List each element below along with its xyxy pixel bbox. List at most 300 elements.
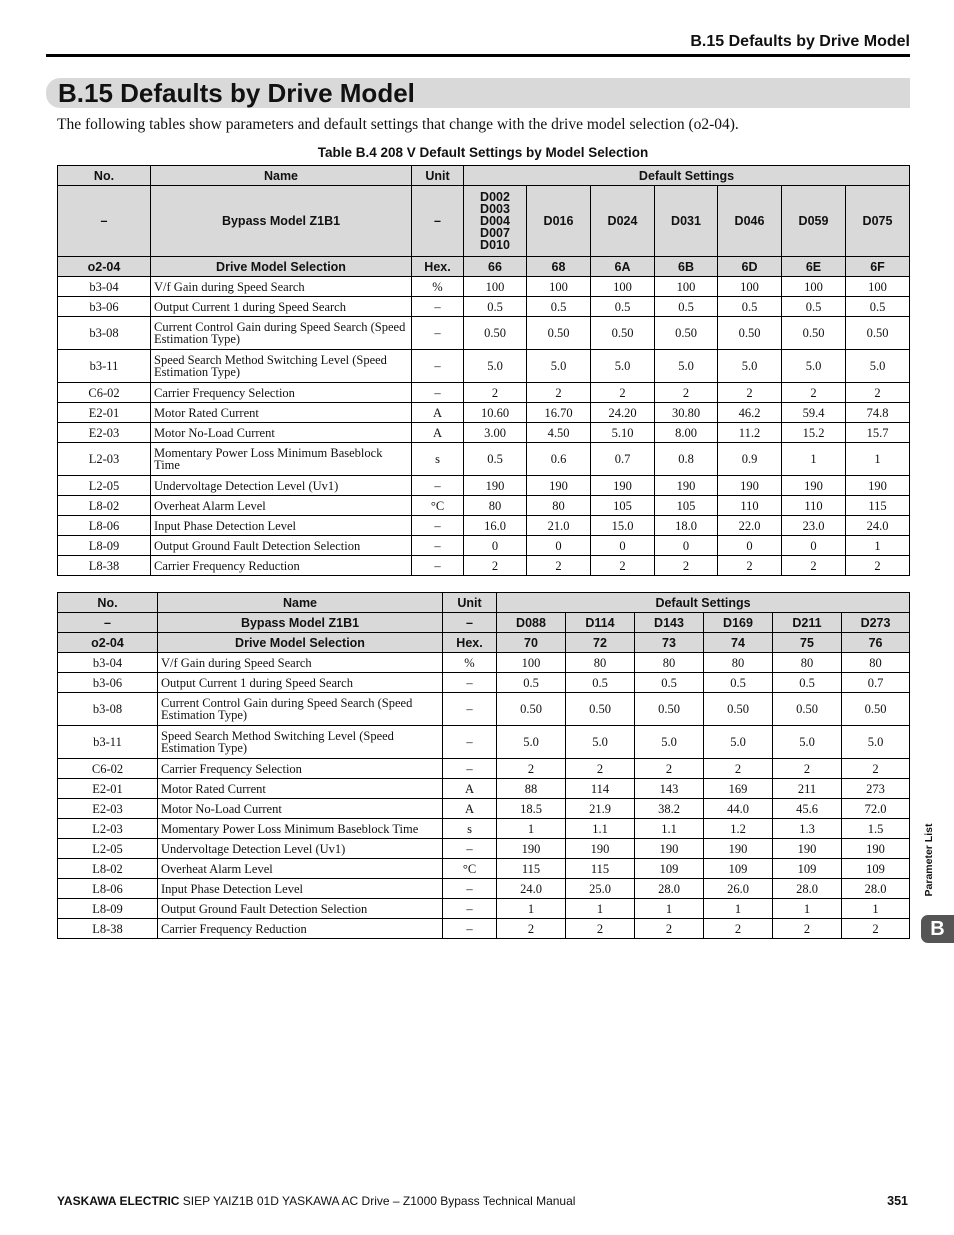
default-value: 0.5	[846, 297, 910, 317]
default-value: 5.0	[527, 350, 591, 383]
intro-paragraph: The following tables show parameters and default settings that change with the drive model selection (o2-04).	[57, 116, 739, 133]
parameter-row	[58, 383, 910, 403]
default-value: 1	[704, 899, 773, 919]
parameter-unit: –	[443, 839, 497, 859]
model-hex-code: 6B	[655, 257, 718, 277]
default-value: 30.80	[655, 403, 718, 423]
default-value: 190	[591, 476, 655, 496]
model-row-name: Bypass Model Z1B1	[151, 186, 412, 257]
default-value: 0.50	[773, 693, 842, 726]
defaults-table-1	[57, 165, 910, 576]
default-value: 0.50	[464, 317, 527, 350]
default-value: 11.2	[718, 423, 782, 443]
default-value: 2	[704, 759, 773, 779]
parameter-row	[58, 799, 910, 819]
default-value: 2	[718, 383, 782, 403]
model-hex-code: 6D	[718, 257, 782, 277]
parameter-unit: s	[443, 819, 497, 839]
default-value: 0.50	[497, 693, 566, 726]
parameter-unit: –	[412, 516, 464, 536]
default-value: 2	[635, 759, 704, 779]
parameter-unit: –	[443, 919, 497, 939]
default-value: 74.8	[846, 403, 910, 423]
default-value: 80	[527, 496, 591, 516]
o2-04-no: o2-04	[58, 633, 158, 653]
default-value: 2	[842, 919, 910, 939]
default-value: 115	[846, 496, 910, 516]
parameter-name: Overheat Alarm Level	[158, 859, 443, 879]
default-value: 5.0	[842, 726, 910, 759]
model-code: D016	[527, 186, 591, 257]
parameter-name: Carrier Frequency Reduction	[151, 556, 412, 576]
model-code: D024	[591, 186, 655, 257]
default-value: 1	[635, 899, 704, 919]
default-value: 2	[591, 556, 655, 576]
default-value: 1	[497, 899, 566, 919]
default-value: 2	[566, 759, 635, 779]
default-value: 5.10	[591, 423, 655, 443]
footer-doc-title: SIEP YAIZ1B 01D YASKAWA AC Drive – Z1000 Bypass Technical Manual	[179, 1194, 576, 1208]
default-value: 190	[846, 476, 910, 496]
default-value: 44.0	[704, 799, 773, 819]
parameter-name: Input Phase Detection Level	[158, 879, 443, 899]
default-value: 21.0	[527, 516, 591, 536]
default-value: 0	[718, 536, 782, 556]
default-value: 211	[773, 779, 842, 799]
default-value: 0.50	[655, 317, 718, 350]
parameter-name: Current Control Gain during Speed Search (Speed Estimation Type)	[151, 317, 412, 350]
parameter-number: C6-02	[58, 383, 151, 403]
parameter-name: Motor No-Load Current	[158, 799, 443, 819]
parameter-unit: –	[443, 759, 497, 779]
default-value: 1.1	[635, 819, 704, 839]
model-code: D046	[718, 186, 782, 257]
default-value: 109	[635, 859, 704, 879]
default-value: 1	[497, 819, 566, 839]
default-value: 0.5	[704, 673, 773, 693]
default-value: 0.5	[718, 297, 782, 317]
parameter-row	[58, 726, 910, 759]
default-value: 190	[842, 839, 910, 859]
default-value: 109	[773, 859, 842, 879]
default-value: 109	[842, 859, 910, 879]
parameter-number: b3-04	[58, 277, 151, 297]
column-header-row	[58, 593, 910, 613]
default-value: 100	[497, 653, 566, 673]
model-hex-code: 72	[566, 633, 635, 653]
parameter-name: Output Current 1 during Speed Search	[151, 297, 412, 317]
parameter-row	[58, 443, 910, 476]
defaults-table-2	[57, 592, 910, 939]
default-value: 2	[527, 383, 591, 403]
model-code: D002 D003 D004 D007 D010	[464, 186, 527, 257]
default-value: 10.60	[464, 403, 527, 423]
default-value: 0.7	[591, 443, 655, 476]
parameter-number: L8-38	[58, 556, 151, 576]
model-code: D114	[566, 613, 635, 633]
parameter-name: Momentary Power Loss Minimum Baseblock Time	[151, 443, 412, 476]
parameter-row	[58, 693, 910, 726]
default-value: 25.0	[566, 879, 635, 899]
parameter-unit: –	[412, 383, 464, 403]
default-value: 100	[655, 277, 718, 297]
page-number: 351	[887, 1194, 908, 1208]
o2-04-name: Drive Model Selection	[158, 633, 443, 653]
default-value: 0.50	[566, 693, 635, 726]
default-value: 2	[566, 919, 635, 939]
parameter-name: Carrier Frequency Selection	[151, 383, 412, 403]
parameter-unit: A	[412, 423, 464, 443]
parameter-name: Current Control Gain during Speed Search (Speed Estimation Type)	[158, 693, 443, 726]
parameter-name: Carrier Frequency Reduction	[158, 919, 443, 939]
default-value: 0.50	[846, 317, 910, 350]
drive-model-selection-row	[58, 633, 910, 653]
default-value: 0.50	[704, 693, 773, 726]
default-value: 110	[782, 496, 846, 516]
parameter-name: Momentary Power Loss Minimum Baseblock Time	[158, 819, 443, 839]
parameter-name: Undervoltage Detection Level (Uv1)	[151, 476, 412, 496]
default-value: 190	[718, 476, 782, 496]
model-row-unit: –	[443, 613, 497, 633]
default-value: 2	[773, 919, 842, 939]
footer	[57, 1194, 575, 1208]
default-value: 26.0	[704, 879, 773, 899]
o2-04-unit: Hex.	[412, 257, 464, 277]
parameter-number: L8-06	[58, 516, 151, 536]
default-value: 28.0	[635, 879, 704, 899]
model-row-unit: –	[412, 186, 464, 257]
model-row	[58, 613, 910, 633]
default-value: 115	[566, 859, 635, 879]
parameter-unit: –	[443, 673, 497, 693]
parameter-row	[58, 496, 910, 516]
model-code: D273	[842, 613, 910, 633]
parameter-number: L8-38	[58, 919, 158, 939]
default-value: 0	[464, 536, 527, 556]
default-value: 5.0	[773, 726, 842, 759]
parameter-name: Output Ground Fault Detection Selection	[158, 899, 443, 919]
default-value: 0.50	[842, 693, 910, 726]
default-value: 1	[782, 443, 846, 476]
default-value: 273	[842, 779, 910, 799]
parameter-name: Carrier Frequency Selection	[158, 759, 443, 779]
default-value: 15.2	[782, 423, 846, 443]
parameter-name: Output Current 1 during Speed Search	[158, 673, 443, 693]
default-value: 18.0	[655, 516, 718, 536]
default-value: 5.0	[718, 350, 782, 383]
default-value: 190	[635, 839, 704, 859]
default-value: 24.0	[846, 516, 910, 536]
default-value: 0.50	[591, 317, 655, 350]
table-caption: Table B.4 208 V Default Settings by Model Selection	[317, 145, 649, 160]
default-value: 115	[497, 859, 566, 879]
model-hex-code: 6F	[846, 257, 910, 277]
o2-04-name: Drive Model Selection	[151, 257, 412, 277]
default-value: 5.0	[846, 350, 910, 383]
parameter-unit: °C	[412, 496, 464, 516]
default-value: 0.5	[655, 297, 718, 317]
default-value: 2	[846, 383, 910, 403]
parameter-row	[58, 839, 910, 859]
default-value: 1.2	[704, 819, 773, 839]
default-value: 190	[655, 476, 718, 496]
default-value: 0.5	[497, 673, 566, 693]
default-value: 22.0	[718, 516, 782, 536]
parameter-row	[58, 759, 910, 779]
default-value: 100	[782, 277, 846, 297]
default-value: 105	[655, 496, 718, 516]
parameter-number: L8-02	[58, 859, 158, 879]
model-hex-code: 6A	[591, 257, 655, 277]
default-value: 0.5	[464, 297, 527, 317]
default-value: 2	[655, 556, 718, 576]
parameter-row	[58, 899, 910, 919]
parameter-row	[58, 297, 910, 317]
parameter-unit: –	[443, 879, 497, 899]
parameter-name: Overheat Alarm Level	[151, 496, 412, 516]
default-value: 2	[591, 383, 655, 403]
model-hex-code: 75	[773, 633, 842, 653]
model-hex-code: 68	[527, 257, 591, 277]
default-value: 2	[655, 383, 718, 403]
default-value: 28.0	[842, 879, 910, 899]
parameter-row	[58, 403, 910, 423]
header-no: No.	[58, 593, 158, 613]
default-value: 0.5	[527, 297, 591, 317]
default-value: 2	[782, 383, 846, 403]
default-value: 5.0	[635, 726, 704, 759]
parameter-row	[58, 879, 910, 899]
default-value: 0	[782, 536, 846, 556]
default-value: 0.5	[773, 673, 842, 693]
parameter-name: Motor Rated Current	[158, 779, 443, 799]
parameter-number: b3-11	[58, 350, 151, 383]
parameter-row	[58, 277, 910, 297]
parameter-number: b3-08	[58, 693, 158, 726]
default-value: 190	[566, 839, 635, 859]
default-value: 80	[566, 653, 635, 673]
default-value: 0	[527, 536, 591, 556]
parameter-number: b3-08	[58, 317, 151, 350]
default-value: 2	[464, 383, 527, 403]
parameter-name: Motor No-Load Current	[151, 423, 412, 443]
default-value: 100	[591, 277, 655, 297]
parameter-number: L8-02	[58, 496, 151, 516]
header-default-settings: Default Settings	[464, 166, 910, 186]
model-code: D059	[782, 186, 846, 257]
footer-brand: YASKAWA ELECTRIC	[57, 1194, 180, 1208]
parameter-number: b3-06	[58, 673, 158, 693]
model-hex-code: 76	[842, 633, 910, 653]
model-hex-code: 6E	[782, 257, 846, 277]
default-value: 15.7	[846, 423, 910, 443]
default-value: 190	[527, 476, 591, 496]
parameter-number: b3-06	[58, 297, 151, 317]
default-value: 0.50	[527, 317, 591, 350]
default-value: 0.50	[635, 693, 704, 726]
default-value: 4.50	[527, 423, 591, 443]
default-value: 0.50	[782, 317, 846, 350]
parameter-row	[58, 859, 910, 879]
parameter-number: L2-03	[58, 443, 151, 476]
default-value: 2	[846, 556, 910, 576]
default-value: 46.2	[718, 403, 782, 423]
model-code: D143	[635, 613, 704, 633]
parameter-number: b3-04	[58, 653, 158, 673]
parameter-number: E2-01	[58, 779, 158, 799]
drive-model-selection-row	[58, 257, 910, 277]
parameter-name: Output Ground Fault Detection Selection	[151, 536, 412, 556]
header-rule	[46, 54, 910, 57]
parameter-unit: A	[443, 779, 497, 799]
model-code: D169	[704, 613, 773, 633]
default-value: 0.5	[635, 673, 704, 693]
default-value: 0.6	[527, 443, 591, 476]
parameter-name: Speed Search Method Switching Level (Speed Estimation Type)	[151, 350, 412, 383]
header-name: Name	[158, 593, 443, 613]
header-default-settings: Default Settings	[497, 593, 910, 613]
running-header: B.15 Defaults by Drive Model	[690, 33, 910, 50]
parameter-number: E2-03	[58, 423, 151, 443]
side-section-label-text: Parameter List	[923, 823, 935, 897]
parameter-number: E2-03	[58, 799, 158, 819]
parameter-unit: –	[412, 536, 464, 556]
parameter-unit: –	[412, 350, 464, 383]
default-value: 2	[497, 759, 566, 779]
header-name: Name	[151, 166, 412, 186]
parameter-row	[58, 423, 910, 443]
default-value: 0.5	[464, 443, 527, 476]
header-unit: Unit	[412, 166, 464, 186]
model-hex-code: 66	[464, 257, 527, 277]
model-hex-code: 70	[497, 633, 566, 653]
o2-04-unit: Hex.	[443, 633, 497, 653]
default-value: 0.5	[591, 297, 655, 317]
parameter-unit: –	[412, 476, 464, 496]
parameter-unit: A	[412, 403, 464, 423]
parameter-row	[58, 350, 910, 383]
default-value: 28.0	[773, 879, 842, 899]
default-value: 88	[497, 779, 566, 799]
parameter-unit: A	[443, 799, 497, 819]
parameter-row	[58, 317, 910, 350]
parameter-number: b3-11	[58, 726, 158, 759]
appendix-tab: B	[921, 915, 954, 943]
default-value: 114	[566, 779, 635, 799]
default-value: 2	[635, 919, 704, 939]
parameter-row	[58, 476, 910, 496]
default-value: 80	[842, 653, 910, 673]
parameter-name: Undervoltage Detection Level (Uv1)	[158, 839, 443, 859]
parameter-unit: s	[412, 443, 464, 476]
parameter-number: L8-06	[58, 879, 158, 899]
parameter-unit: –	[412, 556, 464, 576]
default-value: 100	[846, 277, 910, 297]
parameter-number: L8-09	[58, 536, 151, 556]
default-value: 0.50	[718, 317, 782, 350]
parameter-row	[58, 516, 910, 536]
default-value: 100	[527, 277, 591, 297]
default-value: 105	[591, 496, 655, 516]
default-value: 5.0	[591, 350, 655, 383]
model-row-no: –	[58, 186, 151, 257]
default-value: 190	[497, 839, 566, 859]
parameter-name: V/f Gain during Speed Search	[158, 653, 443, 673]
default-value: 2	[773, 759, 842, 779]
parameter-unit: –	[443, 693, 497, 726]
default-value: 80	[704, 653, 773, 673]
parameter-number: E2-01	[58, 403, 151, 423]
parameter-number: L8-09	[58, 899, 158, 919]
default-value: 1	[846, 536, 910, 556]
side-section-label	[921, 818, 937, 902]
parameter-row	[58, 919, 910, 939]
parameter-row	[58, 653, 910, 673]
model-hex-code: 73	[635, 633, 704, 653]
default-value: 1	[566, 899, 635, 919]
default-value: 2	[782, 556, 846, 576]
parameter-number: L2-05	[58, 476, 151, 496]
default-value: 5.0	[464, 350, 527, 383]
default-value: 100	[718, 277, 782, 297]
header-unit: Unit	[443, 593, 497, 613]
parameter-number: C6-02	[58, 759, 158, 779]
parameter-unit: –	[443, 899, 497, 919]
default-value: 21.9	[566, 799, 635, 819]
column-header-row	[58, 166, 910, 186]
default-value: 72.0	[842, 799, 910, 819]
parameter-row	[58, 819, 910, 839]
default-value: 24.0	[497, 879, 566, 899]
default-value: 100	[464, 277, 527, 297]
parameter-number: L2-05	[58, 839, 158, 859]
parameter-unit: –	[412, 317, 464, 350]
parameter-number: L2-03	[58, 819, 158, 839]
model-code: D031	[655, 186, 718, 257]
default-value: 0.9	[718, 443, 782, 476]
default-value: 16.70	[527, 403, 591, 423]
parameter-name: Motor Rated Current	[151, 403, 412, 423]
default-value: 2	[497, 919, 566, 939]
default-value: 143	[635, 779, 704, 799]
default-value: 45.6	[773, 799, 842, 819]
model-code: D088	[497, 613, 566, 633]
default-value: 5.0	[655, 350, 718, 383]
default-value: 2	[704, 919, 773, 939]
default-value: 190	[704, 839, 773, 859]
parameter-row	[58, 536, 910, 556]
default-value: 5.0	[704, 726, 773, 759]
parameter-unit: –	[443, 726, 497, 759]
default-value: 190	[773, 839, 842, 859]
default-value: 80	[635, 653, 704, 673]
default-value: 3.00	[464, 423, 527, 443]
parameter-row	[58, 556, 910, 576]
default-value: 190	[782, 476, 846, 496]
default-value: 169	[704, 779, 773, 799]
default-value: 0	[655, 536, 718, 556]
parameter-row	[58, 673, 910, 693]
model-hex-code: 74	[704, 633, 773, 653]
default-value: 80	[773, 653, 842, 673]
default-value: 8.00	[655, 423, 718, 443]
default-value: 1.5	[842, 819, 910, 839]
default-value: 0	[591, 536, 655, 556]
default-value: 80	[464, 496, 527, 516]
default-value: 0.5	[566, 673, 635, 693]
default-value: 24.20	[591, 403, 655, 423]
parameter-row	[58, 779, 910, 799]
